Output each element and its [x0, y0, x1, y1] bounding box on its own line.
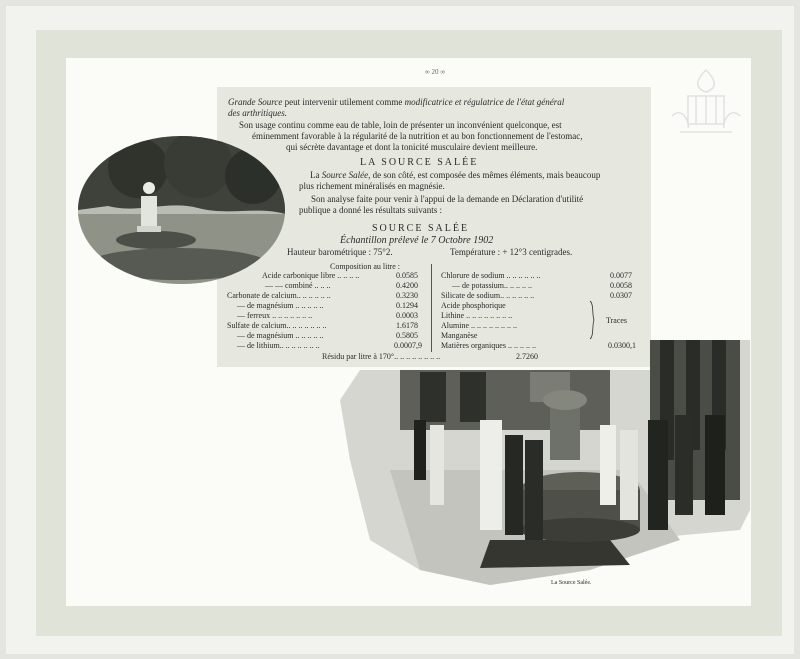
composition-row-label: — de magnésium .. .. .. .. ..: [237, 331, 324, 340]
composition-row-label: Manganèse: [441, 331, 478, 340]
page-number: ∞ 20 ∞: [424, 68, 446, 76]
traces-label: Traces: [606, 316, 628, 325]
composition-row-label: Acide phosphorique: [441, 301, 506, 310]
section-line-1: [310, 170, 600, 181]
composition-row-value: 0.5805: [396, 331, 418, 340]
section-line-3: Son analyse faite pour venir à l'appui de la demande en Déclaration d'utilité: [311, 194, 584, 204]
analysis-temperature: Température : + 12°3 centigrades.: [450, 247, 573, 257]
composition-row-value: 0.0300,1: [608, 341, 636, 350]
section-line-2: plus richement minéralisés en magnésie.: [299, 181, 445, 191]
composition-row-label: Chlorure de sodium .. .. .. .. .. ..: [441, 271, 541, 280]
composition-row-label: Silicate de sodium.. .. .. .. .. ..: [441, 291, 535, 300]
composition-row-value: 0.0007,9: [394, 341, 422, 350]
composition-label: Composition au litre :: [330, 262, 400, 271]
composition-row-value: 0.0585: [396, 271, 418, 280]
composition-row-value: 0.0003: [396, 311, 418, 320]
intro-line-1: [228, 97, 564, 108]
composition-row-label: Matières organiques .. .. .. .. ..: [441, 341, 536, 350]
intro-grande-source: Grande Source: [228, 97, 283, 107]
composition-row-value: 1.6178: [396, 321, 418, 330]
section-source-name: Source Salée: [321, 170, 369, 180]
composition-row-value: 0.3230: [396, 291, 418, 300]
composition-row-label: — de potassium.. .. .. .. ..: [452, 281, 532, 290]
section-title: LA SOURCE SALÉE: [360, 157, 479, 168]
residue-label: Résidu par litre à 170°.. .. .. .. .. .. .. ..: [322, 352, 441, 361]
composition-row-label: Carbonate de calcium.. .. .. .. .. ..: [227, 291, 331, 300]
composition-row-label: — de lithium.. .. .. .. .. .. ..: [237, 341, 320, 350]
analysis-title: SOURCE SALÉE: [372, 223, 470, 234]
column-divider: [431, 264, 432, 352]
intro-text: peut intervenir utilement comme: [282, 97, 405, 107]
composition-row-value: 0.4200: [396, 281, 418, 290]
composition-row-value: 0.0077: [610, 271, 632, 280]
composition-row-label: — — combiné .. .. ..: [265, 281, 331, 290]
composition-row-value: 0.0058: [610, 281, 632, 290]
crest-ornament-icon: [666, 66, 746, 140]
intro-line-2: des arthritiques.: [228, 108, 288, 118]
analysis-sample-date: Échantillon prélevé le 7 Octobre 1902: [340, 235, 494, 246]
composition-row-label: Sulfate de calcium.. .. .. .. .. .. ..: [227, 321, 327, 330]
intro-line-5: qui sécrète davantage et dont la tonicité musculaire devient meilleure.: [286, 142, 538, 152]
section-text: La: [310, 170, 322, 180]
brace-icon: [588, 300, 596, 340]
intro-line-4: éminemment favorable à la régularité de la nutrition et au bon fonctionnement de l'estomac,: [252, 131, 583, 141]
section-line-4: publique a donné les résultats suivants :: [299, 205, 442, 215]
composition-row-label: — de magnésium .. .. .. .. ..: [237, 301, 324, 310]
source-salee-photo: [330, 340, 750, 590]
composition-row-value: 0.1294: [396, 301, 418, 310]
park-statue-photo: [78, 136, 285, 284]
intro-line-3: Son usage continu comme eau de table, loin de présenter un inconvénient quelconque, est: [239, 120, 562, 130]
photo-caption: La Source Salée.: [551, 580, 592, 586]
composition-row-label: Acide carbonique libre .. .. .. ..: [262, 271, 360, 280]
composition-row-label: Lithine .. .. .. .. .. .. .. ..: [441, 311, 513, 320]
composition-row-label: — ferreux .. .. .. .. .. .. ..: [237, 311, 313, 320]
section-text: , de son côté, est composée des mêmes éléments, mais beaucoup: [368, 170, 601, 180]
composition-row-value: 0.0307: [610, 291, 632, 300]
analysis-height: Hauteur barométrique : 75°2.: [287, 247, 393, 257]
composition-row-label: Alumine .. .. .. .. .. .. .. ..: [441, 321, 517, 330]
intro-emphasis: modificatrice et régulatrice de l'état général: [404, 97, 565, 107]
residue-value: 2.7260: [516, 352, 538, 361]
